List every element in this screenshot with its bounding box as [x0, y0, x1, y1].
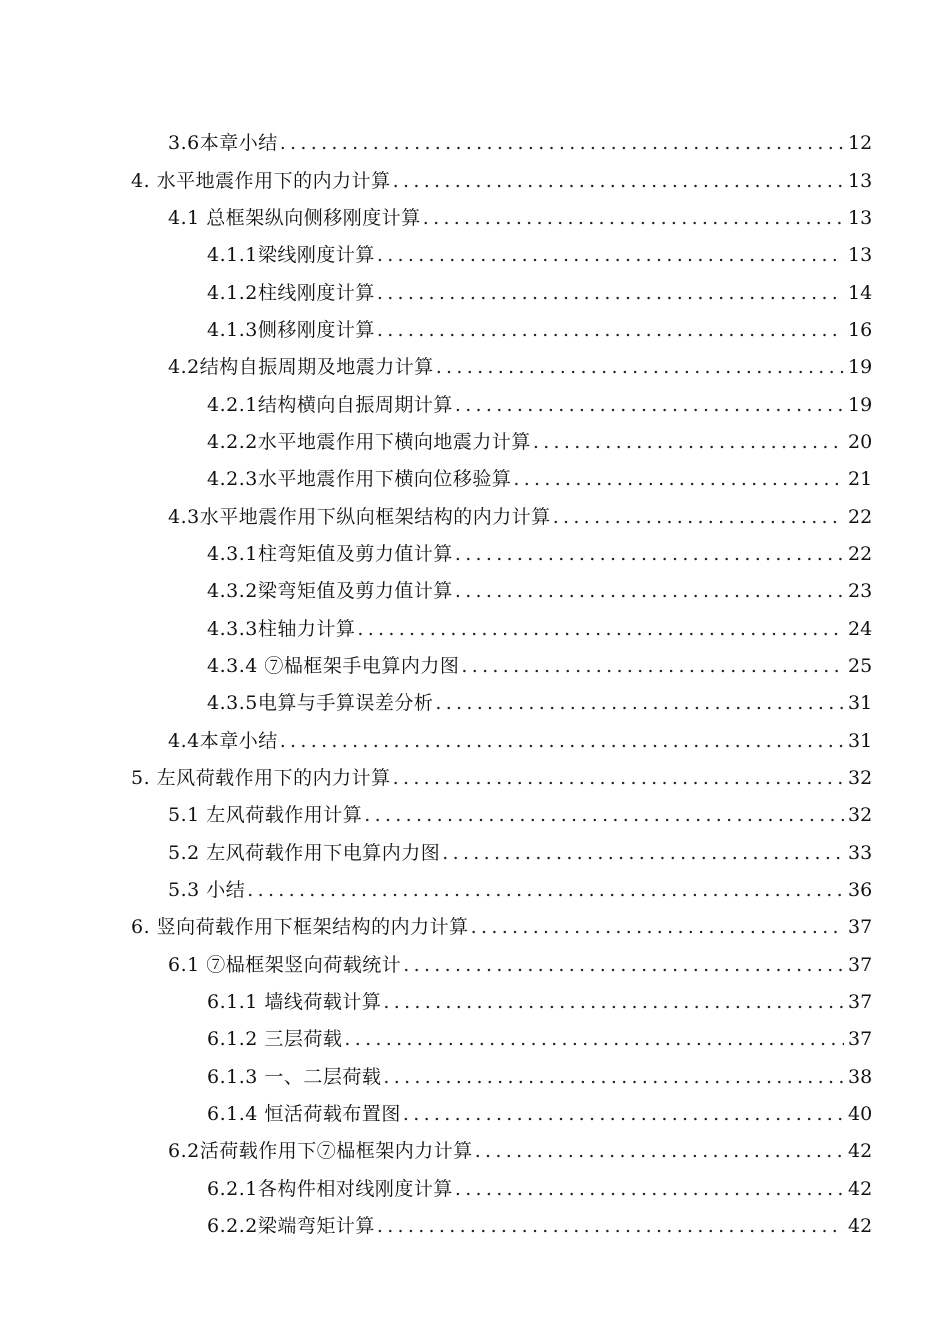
toc-dot-leader: [377, 321, 844, 340]
toc-entry[interactable]: [0, 610, 950, 647]
toc-dot-leader: [435, 694, 844, 713]
toc-entry[interactable]: [0, 386, 950, 423]
toc-entry[interactable]: [0, 685, 950, 722]
toc-page-number: 33: [848, 841, 873, 864]
toc-page-number: 14: [848, 281, 873, 304]
toc-entry[interactable]: [0, 1208, 950, 1245]
toc-entry[interactable]: [0, 797, 950, 834]
toc-dot-leader: [377, 246, 844, 265]
toc-dot-leader: [247, 881, 844, 900]
toc-entry[interactable]: [0, 274, 950, 311]
toc-entry[interactable]: [0, 760, 950, 797]
toc-entry-title: 6.1.1 墙线荷载计算: [207, 991, 382, 1014]
toc-dot-leader: [442, 844, 844, 863]
toc-page-number: 19: [848, 393, 873, 416]
toc-dot-leader: [513, 470, 844, 489]
toc-entry[interactable]: [0, 947, 950, 984]
toc-dot-leader: [280, 732, 844, 751]
toc-entry-title: 6.2活荷载作用下⑦榀框架内力计算: [168, 1140, 473, 1163]
toc-page-number: 32: [848, 767, 873, 790]
toc-page-number: 37: [848, 953, 873, 976]
toc-entry[interactable]: [0, 536, 950, 573]
toc-entry[interactable]: [0, 125, 950, 162]
toc-entry-title: 4.1 总框架纵向侧移刚度计算: [168, 206, 421, 229]
toc-dot-leader: [357, 620, 844, 639]
toc-dot-leader: [393, 769, 844, 788]
toc-entry[interactable]: [0, 1059, 950, 1096]
toc-entry-title: 4.3.3柱轴力计算: [207, 617, 356, 640]
toc-dot-leader: [455, 1180, 844, 1199]
toc-entry[interactable]: [0, 573, 950, 610]
toc-entry-title: 4.2.3水平地震作用下横向位移验算: [207, 468, 512, 491]
toc-dot-leader: [455, 582, 844, 601]
toc-entry-title: 5.1 左风荷载作用计算: [168, 804, 363, 827]
toc-page-number: 31: [848, 729, 873, 752]
toc-entry[interactable]: [0, 1171, 950, 1208]
toc-dot-leader: [423, 209, 844, 228]
toc-entry-title: 4. 水平地震作用下的内力计算: [131, 169, 391, 192]
toc-entry[interactable]: [0, 835, 950, 872]
toc-entry-title: 4.3.2梁弯矩值及剪力值计算: [207, 580, 453, 603]
toc-entry[interactable]: [0, 909, 950, 946]
toc-entry-title: 6.1.4 恒活荷载布置图: [207, 1103, 401, 1126]
toc-page-number: 16: [848, 318, 873, 341]
toc-page-number: 40: [848, 1103, 873, 1126]
toc-dot-leader: [436, 358, 844, 377]
toc-entry-title: 4.1.2柱线刚度计算: [207, 281, 375, 304]
toc-dot-leader: [471, 918, 844, 937]
toc-entry[interactable]: [0, 237, 950, 274]
toc-page-number: 13: [848, 244, 873, 267]
toc-page-number: 38: [848, 1065, 873, 1088]
toc-dot-leader: [461, 657, 844, 676]
toc-page-number: 24: [848, 617, 873, 640]
table-of-contents: [0, 125, 950, 1245]
toc-entry[interactable]: [0, 200, 950, 237]
toc-page-number: 31: [848, 692, 873, 715]
toc-dot-leader: [383, 1068, 844, 1087]
toc-entry-title: 5.3 小结: [168, 879, 246, 902]
toc-entry-title: 6.1.2 三层荷载: [207, 1028, 343, 1051]
toc-dot-leader: [455, 545, 844, 564]
toc-entry-title: 4.2.1结构横向自振周期计算: [207, 393, 453, 416]
toc-entry-title: 6.2.2梁端弯矩计算: [207, 1215, 375, 1238]
toc-entry-title: 4.4本章小结: [168, 729, 278, 752]
toc-entry[interactable]: [0, 498, 950, 535]
toc-page-number: 20: [848, 430, 873, 453]
toc-page-number: 37: [848, 916, 873, 939]
toc-entry[interactable]: [0, 984, 950, 1021]
toc-dot-leader: [455, 396, 844, 415]
toc-page-number: 37: [848, 991, 873, 1014]
toc-entry-title: 4.3.5电算与手算误差分析: [207, 692, 434, 715]
toc-dot-leader: [364, 806, 844, 825]
toc-entry-title: 5. 左风荷载作用下的内力计算: [131, 767, 391, 790]
toc-page-number: 23: [848, 580, 873, 603]
toc-entry-title: 3.6本章小结: [168, 132, 278, 155]
toc-dot-leader: [393, 172, 844, 191]
toc-page-number: 42: [848, 1177, 873, 1200]
toc-entry[interactable]: [0, 162, 950, 199]
toc-page-number: 19: [848, 356, 873, 379]
toc-entry-title: 4.3.4 ⑦榀框架手电算内力图: [207, 654, 460, 677]
toc-page-number: 42: [848, 1215, 873, 1238]
toc-entry-title: 4.2.2水平地震作用下横向地震力计算: [207, 430, 531, 453]
toc-entry-title: 6.1 ⑦榀框架竖向荷载统计: [168, 953, 402, 976]
toc-entry[interactable]: [0, 349, 950, 386]
toc-entry[interactable]: [0, 424, 950, 461]
toc-entry[interactable]: [0, 1021, 950, 1058]
toc-entry-title: 4.3水平地震作用下纵向框架结构的内力计算: [168, 505, 551, 528]
toc-page-number: 22: [848, 505, 873, 528]
toc-page-number: 22: [848, 542, 873, 565]
toc-page-number: 13: [848, 206, 873, 229]
toc-entry-title: 4.1.1梁线刚度计算: [207, 244, 375, 267]
toc-entry[interactable]: [0, 1133, 950, 1170]
toc-entry-title: 6.2.1各构件相对线刚度计算: [207, 1177, 453, 1200]
toc-entry-title: 4.2结构自振周期及地震力计算: [168, 356, 434, 379]
toc-dot-leader: [344, 1030, 844, 1049]
toc-entry[interactable]: [0, 1096, 950, 1133]
toc-dot-leader: [475, 1142, 844, 1161]
toc-entry[interactable]: [0, 872, 950, 909]
toc-dot-leader: [533, 433, 844, 452]
toc-page-number: 42: [848, 1140, 873, 1163]
toc-page-number: 32: [848, 804, 873, 827]
toc-entry[interactable]: [0, 461, 950, 498]
toc-dot-leader: [383, 993, 844, 1012]
toc-page-number: 12: [848, 132, 873, 155]
toc-page-number: 21: [848, 468, 873, 491]
toc-entry-title: 4.1.3侧移刚度计算: [207, 318, 375, 341]
toc-entry-title: 5.2 左风荷载作用下电算内力图: [168, 841, 441, 864]
toc-entry-title: 6.1.3 一、二层荷载: [207, 1065, 382, 1088]
toc-dot-leader: [377, 284, 844, 303]
toc-entry[interactable]: [0, 312, 950, 349]
toc-dot-leader: [403, 1105, 844, 1124]
toc-page-number: 13: [848, 169, 873, 192]
toc-entry-title: 6. 竖向荷载作用下框架结构的内力计算: [131, 916, 469, 939]
toc-dot-leader: [377, 1217, 844, 1236]
toc-dot-leader: [403, 956, 844, 975]
toc-dot-leader: [280, 134, 844, 153]
toc-page-number: 37: [848, 1028, 873, 1051]
toc-entry[interactable]: [0, 723, 950, 760]
toc-entry-title: 4.3.1柱弯矩值及剪力值计算: [207, 542, 453, 565]
toc-entry[interactable]: [0, 648, 950, 685]
toc-page-number: 36: [848, 879, 873, 902]
toc-page-number: 25: [848, 654, 873, 677]
toc-dot-leader: [553, 508, 844, 527]
